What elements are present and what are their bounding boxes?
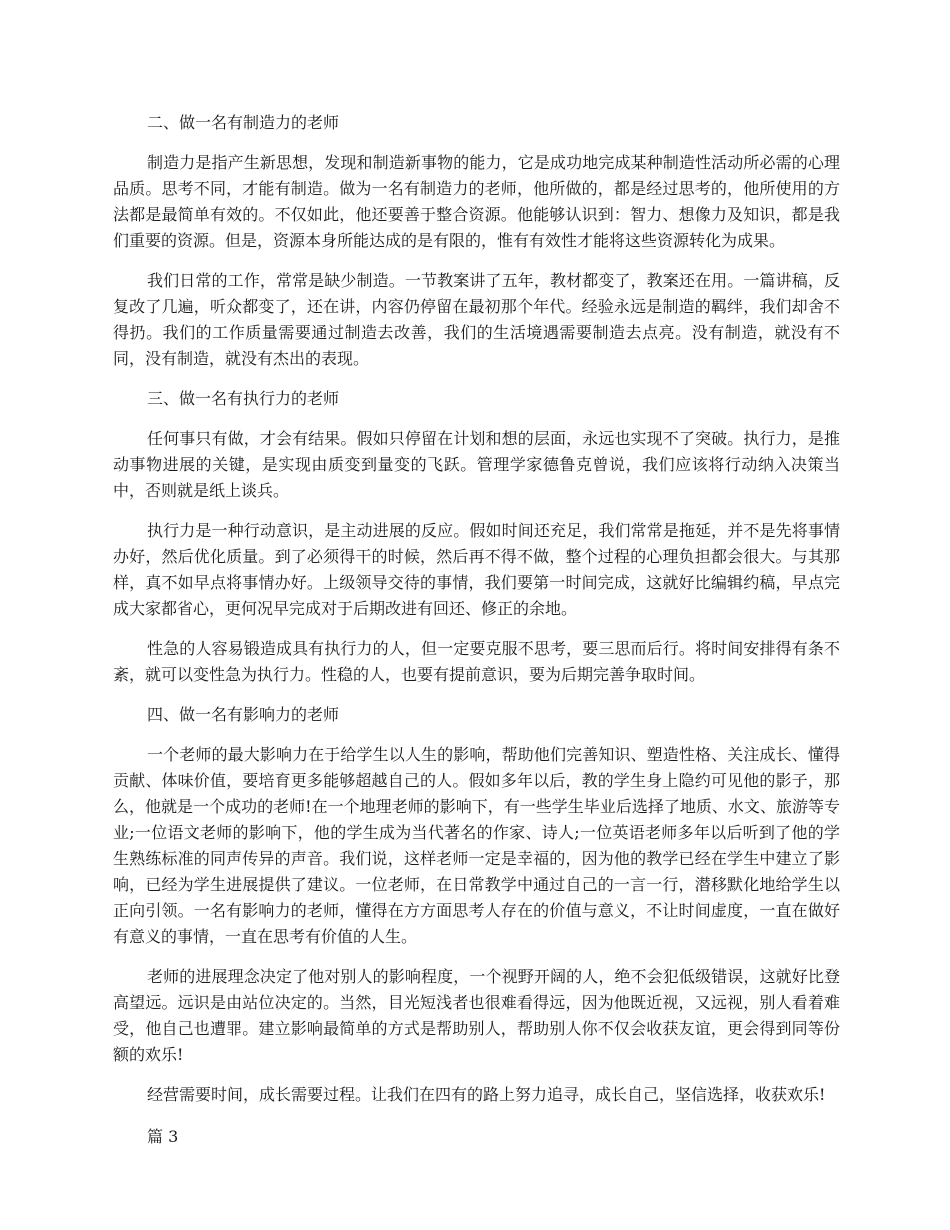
- paragraph: 性急的人容易锻造成具有执行力的人，但一定要克服不思考，要三思而后行。将时间安排得有条不紊，就可以变性急为执行力。性稳的人，也要有提前意识，要为后期完善争取时间。: [113, 639, 840, 684]
- paragraph: 任何事只有做，才会有结果。假如只停留在计划和想的层面，永远也实现不了突破。执行力，是推动事物进展的关键，是实现由质变到量变的飞跃。管理学家德鲁克曾说，我们应该将行动纳入决策当中，否则就是纸上谈兵。: [113, 429, 840, 500]
- paragraph: 我们日常的工作，常常是缺少制造。一节教案讲了五年，教材都变了，教案还在用。一篇讲稿，反复改了几遍，听众都变了，还在讲，内容仍停留在最初那个年代。经验永远是制造的羁绊，我们却舍不得扔。我们的工作质量需要通过制造去改善，我们的生活境遇需要制造去点亮。没有制造，就没有不同，没有制造，就没有杰出的表现。: [113, 271, 840, 368]
- section-heading-influence: 四、做一名有影响力的老师: [147, 705, 340, 724]
- closing-paragraph: 经营需要时间，成长需要过程。让我们在四有的路上努力追寻，成长自己，坚信选择，收获欢乐!: [147, 1085, 826, 1104]
- section-heading-creativity: 二、做一名有制造力的老师: [147, 113, 340, 132]
- section-label: 篇 3: [147, 1127, 179, 1146]
- document-body: [113, 110, 840, 1164]
- paragraph: 老师的进展理念决定了他对别人的影响程度，一个视野开阔的人，绝不会犯低级错误，这就好比登高望远。远识是由站位决定的。当然，目光短浅者也很难看得远，因为他既近视，又远视，别人看着难受，他自己也遭罪。建立影响最简单的方式是帮助别人，帮助别人你不仅会收获友谊，更会得到同等份额的欢乐!: [113, 967, 840, 1064]
- paragraph: 执行力是一种行动意识，是主动进展的反应。假如时间还充足，我们常常是拖延，并不是先将事情办好，然后优化质量。到了必须得干的时候，然后再不得不做，整个过程的心理负担都会很大。与其那样，真不如早点将事情办好。上级领导交待的事情，我们要第一时间完成，这就好比编辑约稿，早点完成大家都省心，更何况早完成对于后期改进有回还、修正的余地。: [113, 521, 840, 618]
- section-heading-execution: 三、做一名有执行力的老师: [147, 389, 340, 408]
- paragraph: 制造力是指产生新思想，发现和制造新事物的能力，它是成功地完成某种制造性活动所必需的心理品质。思考不同，才能有制造。做为一名有制造力的老师，他所做的，都是经过思考的，他所使用的方法都是最简单有效的。不仅如此，他还要善于整合资源。他能够认识到：智力、想像力及知识，都是我们重要的资源。但是，资源本身所能达成的是有限的，惟有有效性才能将这些资源转化为成果。: [113, 153, 840, 250]
- paragraph: 一个老师的最大影响力在于给学生以人生的影响，帮助他们完善知识、塑造性格、关注成长、懂得贡献、体味价值，要培育更多能够超越自己的人。假如多年以后，教的学生身上隐约可见他的影子，那么，他就是一个成功的老师!在一个地理老师的影响下，有一些学生毕业后选择了地质、水文、旅游等专业;一位语文老师的影响下，他的学生成为当代著名的作家、诗人;一位英语老师多年以后听到了他的学生熟练标准的同声传异的声音。我们说，这样老师一定是幸福的，因为他的教学已经在学生中建立了影响，已经为学生进展提供了建议。一位老师，在日常教学中通过自己的一言一行，潜移默化地给学生以正向引领。一名有影响力的老师，懂得在方方面思考人存在的价值与意义，不让时间虚度，一直在做好有意义的事情，一直在思考有价值的人生。: [113, 745, 840, 946]
